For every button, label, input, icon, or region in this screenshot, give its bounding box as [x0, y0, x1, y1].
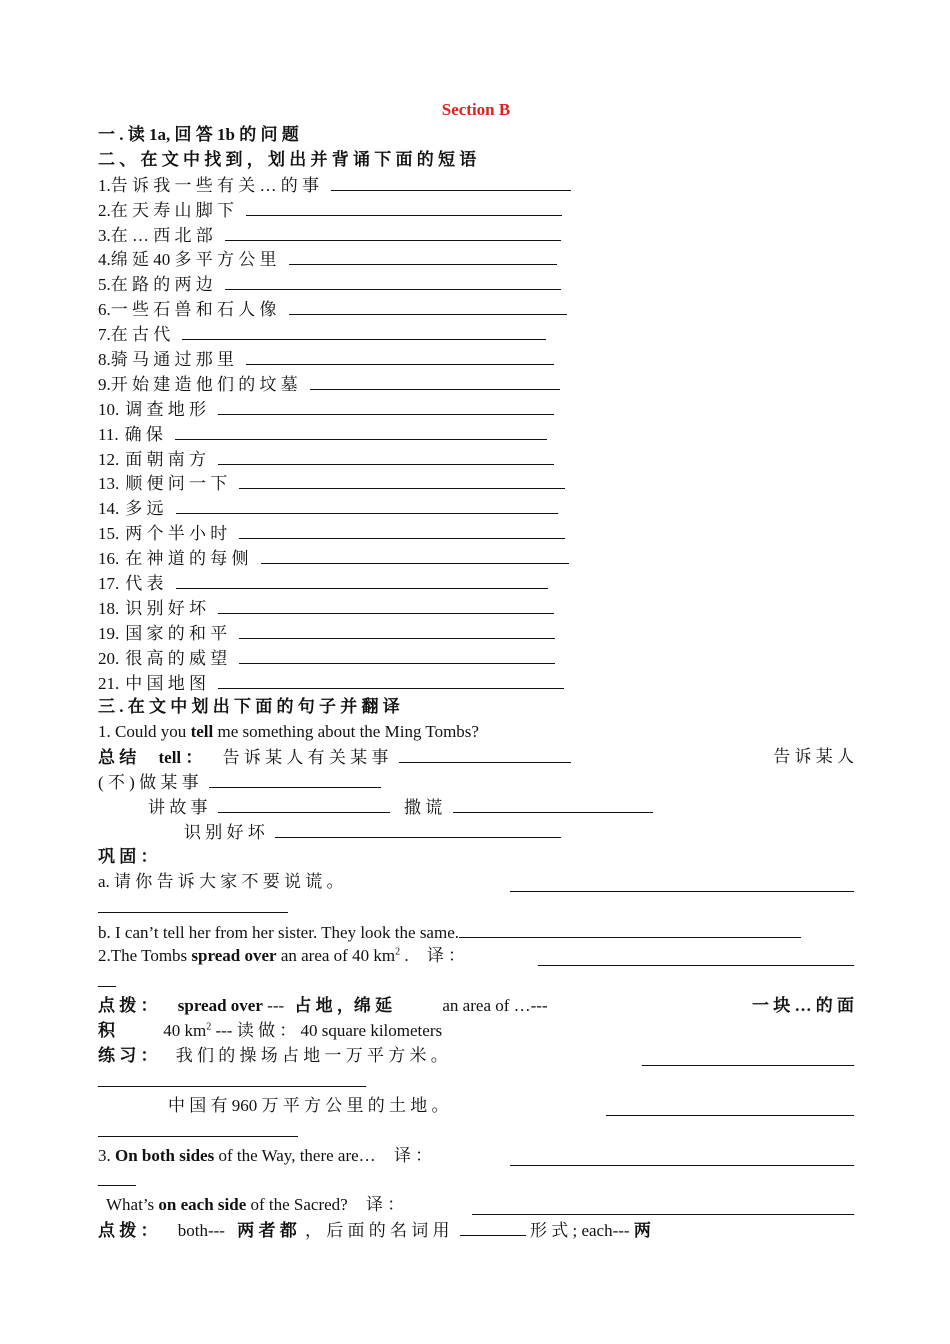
answer-blank[interactable]	[98, 1168, 136, 1186]
phrase-text: 在 … 西 北 部	[110, 225, 213, 245]
phrase-number: 9.	[98, 374, 111, 394]
sentence-2: 2.The Tombs spread over an area of 40 $km^2$ . 译 ：	[98, 944, 854, 969]
phrase-number: 14.	[98, 499, 120, 519]
phrase-item	[98, 247, 854, 272]
practice-label: 练 习 ：	[98, 1045, 158, 1065]
answer-blank[interactable]	[239, 646, 555, 664]
answer-blank[interactable]	[642, 1048, 854, 1066]
answer-blank[interactable]	[239, 621, 555, 639]
answer-blank[interactable]	[510, 874, 854, 892]
phrase-number: 6.	[98, 300, 111, 320]
answer-blank[interactable]	[459, 920, 801, 938]
worksheet-page	[98, 98, 854, 1243]
practice-line-2: 中 国 有 960 万 平 方 公 里 的 土 地 。	[98, 1094, 854, 1119]
consolidate-label: 巩 固 ：	[98, 846, 158, 866]
part2-heading: 二 、 在 文 中 找 到 ， 划 出 并 背 诵 下 面 的 短 语	[98, 149, 477, 169]
phrase-text: 在 天 寿 山 脚 下	[110, 200, 234, 220]
phrase-item	[98, 272, 854, 297]
phrase-number: 2.	[98, 200, 111, 220]
answer-blank[interactable]	[289, 297, 567, 315]
summary-line-1: 总 结 tell ： 告 诉 某 人 有 关 某 事 告 诉 某 人	[98, 747, 854, 768]
tip-label: 点 拨 ：	[98, 996, 158, 1016]
phrase-number: 11.	[98, 424, 119, 444]
phrase-item	[98, 621, 854, 646]
phrase-text: 顺 便 问 一 下	[125, 474, 228, 494]
answer-blank[interactable]	[98, 895, 288, 913]
phrase-item	[98, 571, 854, 596]
answer-blank[interactable]	[218, 795, 390, 813]
phrase-text: 很 高 的 威 望	[125, 648, 228, 668]
answer-blank[interactable]	[218, 671, 564, 689]
tip-line-1: 点 拨 ： spread over --- 占 地 ，绵 延 an area of …--- 一 块 … 的 面	[98, 996, 854, 1016]
phrase-text: 面 朝 南 方	[125, 449, 206, 469]
answer-blank[interactable]	[239, 521, 565, 539]
answer-blank[interactable]	[176, 496, 558, 514]
consolidate-b: b. I can’t tell her from her sister. They look the same.	[98, 920, 854, 945]
phrase-number: 13.	[98, 474, 120, 494]
phrase-text: 识 别 好 坏	[125, 598, 206, 618]
phrase-number: 8.	[98, 350, 111, 370]
answer-blank[interactable]	[606, 1098, 854, 1116]
phrase-item	[98, 422, 854, 447]
answer-blank[interactable]	[175, 422, 547, 440]
answer-blank[interactable]	[538, 948, 854, 966]
phrase-number: 5.	[98, 275, 111, 295]
phrase-number: 4.	[98, 250, 111, 270]
phrase-item	[98, 372, 854, 397]
phrase-number: 7.	[98, 325, 111, 345]
part1-heading: 一 . 读 1a, 回 答 1b 的 问 题	[98, 125, 299, 144]
answer-blank[interactable]	[209, 770, 381, 788]
answer-blank[interactable]	[225, 223, 561, 241]
phrase-number: 1.	[98, 175, 111, 195]
phrase-item	[98, 347, 854, 372]
phrase-item	[98, 521, 854, 546]
phrase-item	[98, 546, 854, 571]
answer-blank[interactable]	[460, 1218, 526, 1236]
phrase-text: 在 古 代	[110, 325, 171, 345]
answer-blank[interactable]	[399, 745, 571, 763]
phrase-text: 在 神 道 的 每 侧	[125, 549, 249, 569]
phrase-item	[98, 198, 854, 223]
phrase-text: 一 些 石 兽 和 石 人 像	[110, 300, 277, 320]
answer-blank[interactable]	[289, 247, 557, 265]
phrase-number: 20.	[98, 648, 120, 668]
phrase-number: 19.	[98, 623, 120, 643]
answer-blank[interactable]	[246, 198, 562, 216]
phrase-number: 12.	[98, 449, 120, 469]
answer-blank[interactable]	[98, 1069, 366, 1087]
answer-blank[interactable]	[261, 546, 569, 564]
phrase-item	[98, 297, 854, 322]
phrase-item	[98, 223, 854, 248]
phrase-number: 15.	[98, 524, 120, 544]
phrase-text: 两 个 半 小 时	[125, 524, 228, 544]
phrase-item	[98, 322, 854, 347]
answer-blank[interactable]	[218, 447, 554, 465]
answer-blank[interactable]	[176, 571, 548, 589]
sentence-3: 3. On both sides of the Way, there are… 译 ：	[98, 1144, 854, 1169]
phrase-text: 国 家 的 和 平	[125, 623, 228, 643]
answer-blank[interactable]	[275, 820, 561, 838]
section-title: Section B	[441, 100, 511, 119]
phrase-text: 确 保	[124, 424, 163, 444]
answer-blank[interactable]	[310, 372, 560, 390]
phrase-text: 骑 马 通 过 那 里	[110, 350, 234, 370]
answer-blank[interactable]	[225, 272, 561, 290]
answer-blank[interactable]	[182, 322, 546, 340]
phrase-number: 16.	[98, 549, 120, 569]
phrase-item	[98, 496, 854, 521]
phrase-list	[98, 173, 854, 696]
phrase-text: 调 查 地 形	[125, 399, 206, 419]
phrase-item	[98, 397, 854, 422]
phrase-text: 多 远	[125, 499, 164, 519]
answer-blank[interactable]	[98, 1119, 298, 1137]
phrase-number: 10.	[98, 399, 120, 419]
part3-heading: 三 . 在 文 中 划 出 下 面 的 句 子 并 翻 译	[98, 697, 400, 717]
sentence-1: 1. Could you tell me something about the Ming Tombs?	[98, 722, 479, 742]
phrase-text: 绵 延 40 多 平 方 公 里	[110, 250, 277, 270]
summary-line-3: 讲 故 事 撒 谎	[98, 795, 854, 820]
phrase-item	[98, 596, 854, 621]
answer-blank[interactable]	[218, 397, 554, 415]
answer-blank[interactable]	[331, 173, 571, 191]
phrase-text: 在 路 的 两 边	[110, 275, 213, 295]
phrase-number: 17.	[98, 574, 120, 594]
answer-blank[interactable]	[218, 596, 554, 614]
phrase-item	[98, 646, 854, 671]
phrase-text: 代 表	[125, 574, 164, 594]
phrase-item	[98, 447, 854, 472]
phrase-text: 告 诉 我 一 些 有 关 … 的 事	[110, 175, 319, 195]
phrase-item	[98, 671, 854, 696]
answer-blank[interactable]	[510, 1148, 854, 1166]
phrase-text: 中 国 地 图	[125, 673, 206, 693]
phrase-item	[98, 173, 854, 198]
answer-blank[interactable]	[472, 1197, 854, 1215]
summary-line-2: ( 不 ) 做 某 事	[98, 770, 854, 795]
consolidate-a: a. 请 你 告 诉 大 家 不 要 说 谎 。	[98, 870, 854, 895]
answer-blank[interactable]	[98, 969, 116, 987]
answer-blank[interactable]	[239, 471, 565, 489]
phrase-number: 3.	[98, 225, 111, 245]
phrase-number: 18.	[98, 598, 120, 618]
phrase-text: 开 始 建 造 他 们 的 坟 墓	[110, 374, 298, 394]
answer-blank[interactable]	[453, 795, 653, 813]
summary-line-4: 识 别 好 坏	[98, 820, 854, 845]
summary-label: 总 结	[98, 748, 137, 768]
answer-blank[interactable]	[246, 347, 554, 365]
tip-line-3: 点 拨 ： both--- 两 者 都 ， 后 面 的 名 词 用 形 式 ; each--- 两	[98, 1218, 854, 1243]
sentence-4: What’s on each side of the Sacred? 译 ：	[98, 1193, 854, 1218]
practice-line-1: 练 习 ： 我 们 的 操 场 占 地 一 万 平 方 米 。	[98, 1044, 854, 1069]
phrase-number: 21.	[98, 673, 120, 693]
tip-line-2: 积 40 $km^2$ --- 读 做 ： 40 square kilometers	[98, 1021, 443, 1041]
phrase-item	[98, 471, 854, 496]
